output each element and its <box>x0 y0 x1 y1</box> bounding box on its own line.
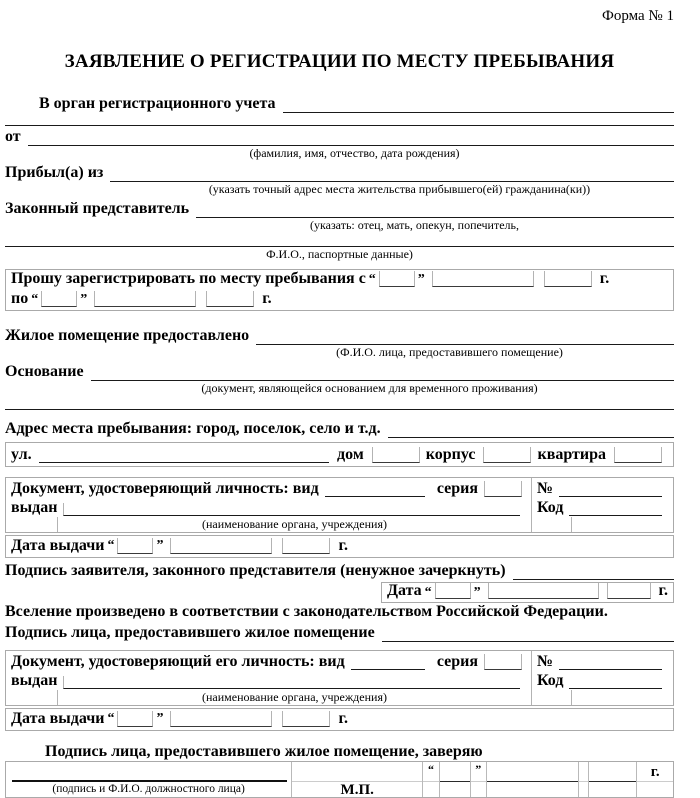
month-cell[interactable] <box>432 271 534 287</box>
representative-input-line-2[interactable] <box>5 234 674 247</box>
issuing-authority-caption-row <box>6 690 531 705</box>
year-suffix: г. <box>658 582 668 599</box>
quote-open: “ <box>31 292 39 307</box>
official-signature-area[interactable] <box>6 762 291 782</box>
request-to-label: по <box>11 290 29 307</box>
code-input-line[interactable] <box>569 676 662 689</box>
quote-open: “ <box>368 272 376 287</box>
street-label: ул. <box>11 446 32 463</box>
official-signature-caption: (подпись и Ф.И.О. должностного лица) <box>52 783 245 795</box>
seal-area <box>292 762 422 782</box>
quote-open-column <box>423 762 439 797</box>
representative-caption-2: Ф.И.О., паспортные данные) <box>266 247 413 261</box>
number-input-line[interactable] <box>559 657 662 670</box>
arrived-input-line[interactable] <box>110 168 674 182</box>
basis-label: Основание <box>5 363 84 380</box>
issue-date-box <box>5 535 674 558</box>
doc-kind-input-line[interactable] <box>351 657 425 670</box>
provider-signature-line[interactable] <box>382 628 674 642</box>
house-label: дом <box>337 446 364 463</box>
premises-input-line[interactable] <box>256 331 674 345</box>
issued-row <box>6 498 531 518</box>
authority-field <box>5 93 674 113</box>
number-label: № <box>537 652 554 670</box>
issue-date-row <box>6 536 673 557</box>
registration-from-row <box>6 270 673 290</box>
identity-doc-right-column <box>531 478 673 532</box>
issue-date-label: Дата выдачи <box>11 537 105 554</box>
applicant-signature-field <box>5 560 674 580</box>
certify-label: Подпись лица, предоставившего жилое помещение, заверяю <box>45 743 483 760</box>
building-cell[interactable] <box>483 447 531 463</box>
issuing-authority-caption: (наименование органа, учреждения) <box>202 517 387 532</box>
authority-input-line-2[interactable] <box>5 113 674 126</box>
series-cell[interactable] <box>484 481 522 497</box>
statement-text: Вселение произведено в соответствии с законодательством Российской Федерации. <box>5 603 608 620</box>
quote-open: “ <box>424 585 432 600</box>
year-cell[interactable] <box>282 538 330 554</box>
code-label: Код <box>537 672 564 690</box>
apartment-cell[interactable] <box>614 447 662 463</box>
year-column <box>589 762 637 797</box>
caption-spacer <box>532 517 572 532</box>
caption-spacer <box>6 690 58 705</box>
date-box <box>381 582 674 603</box>
quote-close: ” <box>156 538 164 553</box>
day-cell[interactable] <box>41 291 77 307</box>
provider-identity-document-box <box>5 650 674 706</box>
from-field <box>5 126 674 146</box>
month-cell[interactable] <box>94 291 196 307</box>
quote-close: ” <box>80 292 88 307</box>
series-cell[interactable] <box>484 654 522 670</box>
issuing-authority-caption-row <box>6 517 531 532</box>
provider-doc-row <box>6 651 531 671</box>
street-box <box>5 442 674 467</box>
year-suffix-column <box>637 762 673 797</box>
date-row <box>382 583 673 602</box>
seal-label: М.П. <box>340 782 374 798</box>
street-row <box>6 443 673 466</box>
identity-document-box <box>5 477 674 533</box>
issuing-authority-caption: (наименование органа, учреждения) <box>202 690 387 705</box>
quote-open: “ <box>423 762 438 782</box>
applicant-signature-line[interactable] <box>513 566 674 580</box>
official-signature-line[interactable] <box>12 780 287 782</box>
gap-column <box>579 762 589 797</box>
code-caption-row <box>532 517 673 532</box>
building-label: корпус <box>425 446 476 463</box>
authority-input-line[interactable] <box>283 99 674 113</box>
number-label: № <box>537 479 554 497</box>
year-cell[interactable] <box>589 762 636 782</box>
code-caption-row <box>532 690 673 705</box>
issue-date-label: Дата выдачи <box>11 710 105 727</box>
quote-close: ” <box>471 762 486 782</box>
quote-close: ” <box>473 585 481 600</box>
basis-caption: (документ, являющейся основанием для временного проживания) <box>201 381 538 395</box>
arrived-field <box>5 162 674 182</box>
representative-label: Законный представитель <box>5 200 190 217</box>
address-input-line[interactable] <box>388 424 674 438</box>
premises-label: Жилое помещение предоставлено <box>5 327 250 344</box>
issued-input-line[interactable] <box>63 503 520 516</box>
identity-doc-label: Документ, удостоверяющий личность: вид <box>11 479 319 497</box>
from-caption: (фамилия, имя, отчество, дата рождения) <box>249 146 460 160</box>
certify-table <box>5 761 674 798</box>
identity-doc-left-column <box>6 478 531 532</box>
from-input-line[interactable] <box>28 132 674 146</box>
month-cell[interactable] <box>170 538 272 554</box>
issued-label: выдан <box>11 672 58 690</box>
quote-open: “ <box>107 538 115 553</box>
year-cell[interactable] <box>544 271 592 287</box>
number-row <box>532 478 673 498</box>
quote-close-column <box>471 762 487 797</box>
provider-signature-field <box>5 622 674 642</box>
representative-field <box>5 198 674 218</box>
authority-label: В орган регистрационного учета <box>39 95 276 112</box>
date-label: Дата <box>387 582 422 599</box>
provider-doc-label: Документ, удостоверяющий его личность: вид <box>11 652 345 670</box>
registration-to-row <box>6 290 673 310</box>
month-cell[interactable] <box>487 762 579 782</box>
basis-input-line[interactable] <box>91 367 674 381</box>
doc-kind-input-line[interactable] <box>325 484 425 497</box>
year-cell[interactable] <box>607 583 651 599</box>
street-input-line[interactable] <box>39 449 329 463</box>
provider-doc-right-column <box>531 651 673 705</box>
address-field <box>5 418 674 438</box>
day-cell[interactable] <box>117 711 153 727</box>
year-suffix: г. <box>338 710 348 727</box>
day-cell[interactable] <box>379 271 415 287</box>
day-cell[interactable] <box>440 762 470 782</box>
year-suffix: г. <box>262 290 272 307</box>
official-signature-column <box>6 762 292 797</box>
representative-caption-1: (указать: отец, мать, опекун, попечитель, <box>309 218 520 232</box>
day-column <box>440 762 471 797</box>
series-label: серия <box>436 652 478 670</box>
caption-spacer <box>6 517 58 532</box>
house-cell[interactable] <box>372 447 420 463</box>
quote-open: “ <box>107 711 115 726</box>
code-row <box>532 498 673 518</box>
premises-field <box>5 325 674 345</box>
series-label: серия <box>436 479 478 497</box>
year-suffix: г. <box>338 537 348 554</box>
code-row <box>532 671 673 691</box>
month-cell[interactable] <box>170 711 272 727</box>
issued-input-line[interactable] <box>63 676 520 689</box>
year-suffix: г. <box>599 270 610 287</box>
provider-doc-left-column <box>6 651 531 705</box>
basis-input-line-2[interactable] <box>5 397 674 410</box>
code-input-line[interactable] <box>569 503 662 516</box>
day-cell[interactable] <box>435 583 471 599</box>
year-suffix: г. <box>637 762 673 782</box>
year-cell[interactable] <box>282 711 330 727</box>
month-column <box>487 762 580 797</box>
form-number: Форма № 1 <box>602 8 674 24</box>
address-label: Адрес места пребывания: город, поселок, село и т.д. <box>5 420 381 437</box>
year-cell[interactable] <box>206 291 254 307</box>
month-cell[interactable] <box>488 583 599 599</box>
issued-row <box>6 671 531 691</box>
quote-close: ” <box>417 272 425 287</box>
apartment-label: квартира <box>537 446 606 463</box>
from-label: от <box>5 128 21 145</box>
identity-doc-row <box>6 478 531 498</box>
issue-date-row <box>6 709 673 730</box>
request-from-label: Прошу зарегистрировать по месту пребывания с <box>11 270 366 287</box>
number-input-line[interactable] <box>559 484 662 497</box>
seal-column <box>292 762 423 797</box>
premises-caption: (Ф.И.О. лица, предоставившего помещение) <box>336 345 563 359</box>
arrived-caption: (указать точный адрес места жительства прибывшего(ей) гражданина(ки)) <box>208 182 591 196</box>
code-label: Код <box>537 499 564 517</box>
provider-signature-label: Подпись лица, предоставившего жилое помещение <box>5 624 375 641</box>
registration-period-box <box>5 269 674 311</box>
form-title: ЗАЯВЛЕНИЕ О РЕГИСТРАЦИИ ПО МЕСТУ ПРЕБЫВАНИЯ <box>64 51 615 72</box>
issued-label: выдан <box>11 499 58 517</box>
number-row <box>532 651 673 671</box>
provider-issue-date-box <box>5 708 674 731</box>
day-cell[interactable] <box>117 538 153 554</box>
quote-close: ” <box>156 711 164 726</box>
arrived-label: Прибыл(а) из <box>5 164 104 181</box>
applicant-signature-label: Подпись заявителя, законного представителя (ненужное зачеркнуть) <box>5 562 506 579</box>
caption-spacer <box>532 690 572 705</box>
representative-input-line[interactable] <box>196 204 674 218</box>
basis-field <box>5 361 674 381</box>
